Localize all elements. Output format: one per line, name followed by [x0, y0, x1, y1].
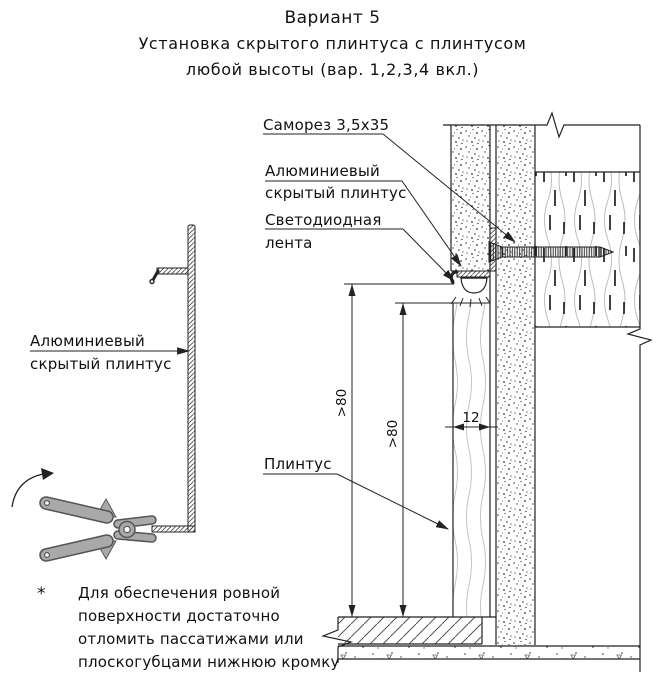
label-led-line2: лента [265, 234, 313, 252]
title-variant: Вариант 5 [284, 8, 381, 28]
title-line3: любой высоты (вар. 1,2,3,4 вкл.) [185, 60, 480, 79]
profile-hook-left [153, 271, 158, 280]
label-profile-line2: скрытый плинтус [265, 184, 407, 202]
dim-label-height-outer: >80 [334, 388, 350, 418]
plinth-board [453, 303, 490, 617]
label-led-line1: Светодиодная [265, 211, 382, 229]
footnote [78, 582, 340, 674]
wall-plaster-outer-layer [451, 125, 490, 271]
concrete-base [338, 646, 640, 659]
label-left-profile-line2: скрытый плинтус [30, 355, 172, 373]
dim-label-height-inner: >80 [385, 419, 401, 449]
footnote-line: отломить пассатижами или [78, 630, 304, 648]
title-line2: Установка скрытого плинтуса с плинтусом [138, 34, 527, 53]
label-profile-line1: Алюминиевый [265, 162, 380, 180]
hidden-profile-left [150, 225, 195, 532]
label-screw: Саморез 3,5x35 [263, 116, 390, 134]
floor-finish [338, 617, 482, 644]
pliers [45, 499, 152, 559]
footnote-line: поверхности достаточно [78, 607, 280, 625]
footnote-line: плоскогубцами нижнюю кромку [78, 653, 340, 671]
label-plinth: Плинтус [264, 455, 332, 473]
footnote-line: Для обеспечения ровной [78, 584, 281, 602]
dim-label-board-thickness: 12 [462, 410, 480, 426]
wall-plaster-inner-layer [496, 125, 535, 645]
label-left-profile-line1: Алюминиевый [30, 332, 145, 350]
profile-bottom-flange [152, 526, 195, 532]
profile-hook [451, 272, 457, 283]
dimension-height-outer [344, 284, 454, 617]
footnote-marker: * [37, 584, 46, 604]
